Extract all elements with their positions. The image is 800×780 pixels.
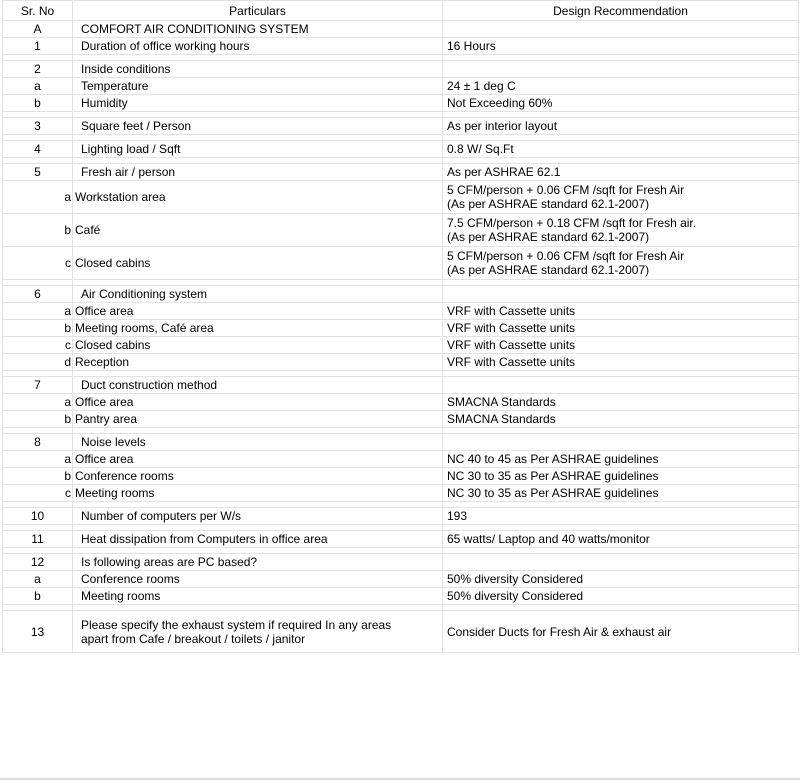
sub-item-letter: c	[3, 247, 73, 280]
design-text: Consider Ducts for Fresh Air & exhaust air	[447, 624, 672, 639]
sub-item-letter: d	[3, 354, 73, 371]
particular-text: Workstation area	[75, 190, 166, 204]
serial-number: 10	[3, 508, 73, 525]
design-recommendation-cell	[443, 61, 799, 78]
particular-text: Conference rooms	[81, 572, 180, 586]
particulars-cell	[73, 118, 443, 135]
particulars-cell	[73, 78, 443, 95]
design-recommendation-cell	[443, 78, 799, 95]
design-recommendation-cell	[443, 377, 799, 394]
design-text: Not Exceeding 60%	[447, 96, 553, 110]
design-text: SMACNA Standards	[447, 412, 556, 426]
serial-number: 12	[3, 554, 73, 571]
design-text: 16 Hours	[447, 39, 496, 53]
particular-text: Noise levels	[81, 435, 146, 449]
particular-text: Number of computers per W/s	[81, 509, 242, 523]
table-row	[3, 508, 799, 525]
serial-number: 1	[3, 38, 73, 55]
design-recommendation-cell	[443, 434, 799, 451]
table-row	[3, 320, 799, 337]
particular-text: Duration of office working hours	[81, 39, 250, 53]
design-recommendation-cell	[443, 21, 799, 38]
particular-text: Reception	[75, 355, 130, 369]
particulars-cell	[73, 434, 443, 451]
design-text: 5 CFM/person + 0.06 CFM /sqft for Fresh Air	[447, 249, 685, 263]
particular-text: Conference rooms	[75, 469, 174, 483]
design-text-line2: (As per ASHRAE standard 62.1-2007)	[447, 230, 650, 244]
design-recommendation-cell	[443, 181, 799, 214]
particular-text: Meeting rooms	[81, 589, 161, 603]
particulars-cell	[73, 508, 443, 525]
particular-text: Closed cabins	[75, 338, 151, 352]
particular-text: Humidity	[81, 96, 128, 110]
design-text: 5 CFM/person + 0.06 CFM /sqft for Fresh Air	[447, 183, 685, 197]
particular-text: Square feet / Person	[81, 119, 192, 133]
serial-number: b	[3, 588, 73, 605]
design-text: As per ASHRAE 62.1	[447, 165, 561, 179]
particulars-cell	[73, 214, 443, 247]
design-recommendation-cell	[443, 118, 799, 135]
sub-item-letter: a	[3, 394, 73, 411]
header-design-recommendation: Design Recommendation	[443, 1, 799, 21]
design-recommendation-table	[2, 0, 799, 653]
particular-text: Duct construction method	[81, 378, 218, 392]
design-recommendation-cell	[443, 286, 799, 303]
design-recommendation-cell	[443, 247, 799, 280]
particulars-cell	[73, 394, 443, 411]
serial-number: a	[3, 78, 73, 95]
particulars-cell	[73, 451, 443, 468]
design-text: 7.5 CFM/person + 0.18 CFM /sqft for Fresh air.	[447, 216, 697, 230]
particular-text: Pantry area	[75, 412, 138, 426]
particulars-cell	[73, 611, 443, 653]
table-row	[3, 571, 799, 588]
particulars-cell	[73, 554, 443, 571]
particulars-cell	[73, 38, 443, 55]
table-row	[3, 354, 799, 371]
sub-item-letter: b	[3, 214, 73, 247]
design-recommendation-cell	[443, 411, 799, 428]
particulars-cell	[73, 571, 443, 588]
table-row	[3, 377, 799, 394]
table-row	[3, 468, 799, 485]
particular-text: Inside conditions	[81, 62, 171, 76]
design-recommendation-cell	[443, 320, 799, 337]
serial-number: a	[3, 571, 73, 588]
design-recommendation-cell	[443, 451, 799, 468]
table-row	[3, 95, 799, 112]
design-text: 24 ± 1 deg C	[447, 79, 516, 93]
sub-item-letter: a	[3, 451, 73, 468]
design-text: 193	[447, 509, 468, 523]
particular-text: COMFORT AIR CONDITIONING SYSTEM	[81, 22, 309, 36]
particular-text: Office area	[75, 395, 134, 409]
header-row	[3, 1, 799, 21]
design-text: 65 watts/ Laptop and 40 watts/monitor	[447, 532, 650, 546]
design-recommendation-cell	[443, 38, 799, 55]
table-row	[3, 554, 799, 571]
particulars-cell	[73, 485, 443, 502]
serial-number: 8	[3, 434, 73, 451]
serial-number: 7	[3, 377, 73, 394]
particulars-cell	[73, 164, 443, 181]
design-text: As per interior layout	[447, 119, 558, 133]
particular-text-line2: apart from Cafe / breakout / toilets / janitor	[81, 631, 306, 646]
particular-text: Café	[75, 223, 101, 237]
design-text-line2: (As per ASHRAE standard 62.1-2007)	[447, 263, 650, 277]
serial-number: 13	[3, 611, 73, 653]
particular-text: Meeting rooms	[75, 486, 155, 500]
design-recommendation-cell	[443, 531, 799, 548]
design-recommendation-cell	[443, 508, 799, 525]
header-sr-no: Sr. No	[3, 1, 73, 21]
table-row	[3, 247, 799, 280]
particulars-cell	[73, 377, 443, 394]
table-row	[3, 118, 799, 135]
sub-item-letter: a	[3, 303, 73, 320]
design-recommendation-cell	[443, 571, 799, 588]
sub-item-letter: c	[3, 337, 73, 354]
design-recommendation-cell	[443, 337, 799, 354]
design-text-line2: (As per ASHRAE standard 62.1-2007)	[447, 197, 650, 211]
design-text: SMACNA Standards	[447, 395, 556, 409]
particulars-cell	[73, 468, 443, 485]
particular-text: Lighting load / Sqft	[81, 142, 181, 156]
particular-text: Meeting rooms, Café area	[75, 321, 214, 335]
serial-number: A	[3, 21, 73, 38]
design-text: NC 40 to 45 as Per ASHRAE guidelines	[447, 452, 659, 466]
particulars-cell	[73, 531, 443, 548]
particulars-cell	[73, 588, 443, 605]
particulars-cell	[73, 354, 443, 371]
design-text: 50% diversity Considered	[447, 572, 584, 586]
particulars-cell	[73, 247, 443, 280]
particular-text: Is following areas are PC based?	[81, 555, 258, 569]
particulars-cell	[73, 61, 443, 78]
table-body	[3, 21, 799, 653]
table-row	[3, 411, 799, 428]
design-text: VRF with Cassette units	[447, 321, 576, 335]
sub-item-letter: c	[3, 485, 73, 502]
particular-text: Office area	[75, 452, 134, 466]
particulars-cell	[73, 411, 443, 428]
table-row	[3, 286, 799, 303]
design-recommendation-cell	[443, 95, 799, 112]
particulars-cell	[73, 181, 443, 214]
table-row	[3, 181, 799, 214]
design-text: VRF with Cassette units	[447, 355, 576, 369]
serial-number: 11	[3, 531, 73, 548]
particular-text: Heat dissipation from Computers in office area	[81, 532, 328, 546]
particular-text: Temperature	[81, 79, 149, 93]
design-text: NC 30 to 35 as Per ASHRAE guidelines	[447, 469, 659, 483]
table-row	[3, 214, 799, 247]
serial-number: b	[3, 95, 73, 112]
table-row	[3, 78, 799, 95]
table-row	[3, 451, 799, 468]
design-recommendation-cell	[443, 611, 799, 653]
serial-number: 4	[3, 141, 73, 158]
design-recommendation-cell	[443, 303, 799, 320]
table-row	[3, 611, 799, 653]
particulars-cell	[73, 303, 443, 320]
table-row	[3, 394, 799, 411]
particular-text: Office area	[75, 304, 134, 318]
particulars-cell	[73, 286, 443, 303]
table-row	[3, 164, 799, 181]
design-recommendation-cell	[443, 141, 799, 158]
table-row	[3, 485, 799, 502]
table-row	[3, 61, 799, 78]
design-recommendation-cell	[443, 468, 799, 485]
table-row	[3, 434, 799, 451]
table-row	[3, 141, 799, 158]
particular-text: Air Conditioning system	[81, 287, 208, 301]
header-particulars: Particulars	[73, 1, 443, 21]
sub-item-letter: b	[3, 320, 73, 337]
table-row	[3, 531, 799, 548]
particular-text: Fresh air / person	[81, 165, 176, 179]
design-recommendation-cell	[443, 394, 799, 411]
design-recommendation-cell	[443, 164, 799, 181]
sub-item-letter: b	[3, 411, 73, 428]
particulars-cell	[73, 337, 443, 354]
table-row	[3, 21, 799, 38]
design-recommendation-cell	[443, 554, 799, 571]
table-row	[3, 588, 799, 605]
design-text: NC 30 to 35 as Per ASHRAE guidelines	[447, 486, 659, 500]
design-text: 50% diversity Considered	[447, 589, 584, 603]
table-row	[3, 303, 799, 320]
table-row	[3, 337, 799, 354]
particular-text: Please specify the exhaust system if required In any areas	[81, 617, 392, 632]
design-text: VRF with Cassette units	[447, 304, 576, 318]
particular-text: Closed cabins	[75, 256, 151, 270]
particulars-cell	[73, 21, 443, 38]
design-text: 0.8 W/ Sq.Ft	[447, 142, 514, 156]
serial-number: 3	[3, 118, 73, 135]
serial-number: 6	[3, 286, 73, 303]
serial-number: 2	[3, 61, 73, 78]
sub-item-letter: a	[3, 181, 73, 214]
sub-item-letter: b	[3, 468, 73, 485]
design-recommendation-cell	[443, 485, 799, 502]
design-recommendation-cell	[443, 214, 799, 247]
design-recommendation-cell	[443, 354, 799, 371]
particulars-cell	[73, 141, 443, 158]
design-recommendation-cell	[443, 588, 799, 605]
table-row	[3, 38, 799, 55]
particulars-cell	[73, 320, 443, 337]
particulars-cell	[73, 95, 443, 112]
design-text: VRF with Cassette units	[447, 338, 576, 352]
serial-number: 5	[3, 164, 73, 181]
